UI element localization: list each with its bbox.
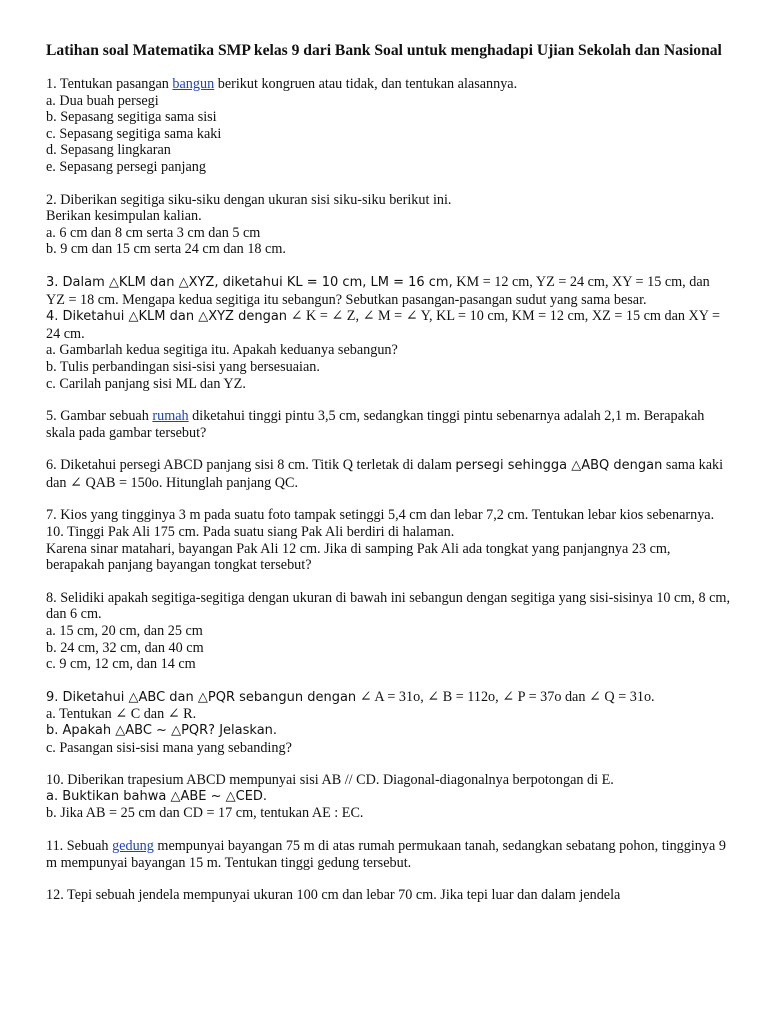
question-1-pre: 1. Tentukan pasangan xyxy=(46,76,173,92)
question-9 xyxy=(46,689,730,756)
question-4-option-a: a. Gambarlah kedua segitiga itu. Apakah keduanya sebangun? xyxy=(46,342,398,359)
question-2-instruction: Berikan kesimpulan kalian. xyxy=(46,208,202,225)
question-3-text xyxy=(46,274,730,308)
question-2-option-a: a. 6 cm dan 8 cm serta 3 cm dan 5 cm xyxy=(46,224,261,241)
question-6-post: sama kaki dan ∠ QAB = 150o. Hitunglah panjang QC. xyxy=(46,457,724,491)
question-10-pak-ali-cont: Karena sinar matahari, bayangan Pak Ali 12 cm. Jika di samping Pak Ali ada tongkat yang panjangnya 23 cm, berapakah panjang bayangan tongkat tersebut? xyxy=(46,540,671,574)
question-4-rest: ∠ K = ∠ Z, ∠ M = ∠ Y, KL = 10 cm, KM = 12 cm, XZ = 15 cm dan XY = 24 cm. xyxy=(46,308,721,342)
link-gedung[interactable]: gedung xyxy=(112,837,154,854)
question-8-text: 8. Selidiki apakah segitiga-segitiga dengan ukuran di bawah ini sebangun dengan segitiga yang sisi-sisinya 10 cm, 8 cm, dan 6 cm. xyxy=(46,589,730,623)
question-10-text: 10. Diberikan trapesium ABCD mempunyai sisi AB // CD. Diagonal-diagonalnya berpotongan di E. xyxy=(46,772,614,789)
question-11-pre: 11. Sebuah xyxy=(46,837,113,854)
question-8-option-a: a. 15 cm, 20 cm, dan 25 cm xyxy=(46,623,203,640)
question-4 xyxy=(46,308,730,392)
question-9-text xyxy=(46,689,730,707)
question-8 xyxy=(46,590,730,673)
question-2-option-b: b. 9 cm dan 15 cm serta 24 cm dan 18 cm. xyxy=(46,241,286,258)
question-1-option-a: a. Dua buah persegi xyxy=(46,92,159,109)
question-9-sans: 9. Diketahui △ABC dan △PQR sebangun dengan xyxy=(46,689,357,705)
question-4-sans: 4. Diketahui △KLM dan △XYZ dengan xyxy=(46,309,288,325)
question-6-sans: persegi sehingga △ABQ dengan xyxy=(455,458,663,474)
question-6-pre: 6. Diketahui persegi ABCD panjang sisi 8 cm. Titik Q terletak di dalam xyxy=(46,457,456,474)
question-5-post: diketahui tinggi pintu 3,5 cm, sedangkan tinggi pintu sebenarnya adalah 2,1 m. Berapakah skala pada gambar tersebut? xyxy=(46,408,705,441)
question-3-sans: 3. Dalam △KLM dan △XYZ, diketahui KL = 10 cm, LM = 16 cm, xyxy=(46,274,453,290)
question-1-option-e: e. Sepasang persegi panjang xyxy=(46,158,206,175)
question-10-option-a: a. Buktikan bahwa △ABE ~ △CED. xyxy=(46,788,268,804)
question-2 xyxy=(46,192,730,258)
question-7-text: 7. Kios yang tingginya 3 m pada suatu foto tampak setinggi 5,4 cm dan lebar 7,2 cm. Tentukan lebar kios sebenarnya. xyxy=(46,507,715,524)
question-5-text xyxy=(46,408,730,441)
question-10-pak-ali: 10. Tinggi Pak Ali 175 cm. Pada suatu siang Pak Ali berdiri di halaman. xyxy=(46,524,455,541)
question-11-post: mempunyai bayangan 75 m di atas rumah permukaan tanah, sedangkan sebatang pohon, tingginya 9 m mempunyai bayangan 15 m. Tentukan tinggi gedung tersebut. xyxy=(46,837,726,871)
link-bangun[interactable]: bangun xyxy=(172,76,215,92)
question-9-option-c: c. Pasangan sisi-sisi mana yang sebanding? xyxy=(46,739,292,756)
question-10-option-b: b. Jika AB = 25 cm dan CD = 17 cm, tentukan AE : EC. xyxy=(46,805,364,822)
question-8-option-c: c. 9 cm, 12 cm, dan 14 cm xyxy=(46,656,196,673)
question-4-option-b: b. Tulis perbandingan sisi-sisi yang bersesuaian. xyxy=(46,358,320,375)
link-rumah[interactable]: rumah xyxy=(152,408,189,425)
question-8-option-b: b. 24 cm, 32 cm, dan 40 cm xyxy=(46,639,204,656)
question-2-text: 2. Diberikan segitiga siku-siku dengan ukuran sisi siku-siku berikut ini. xyxy=(46,191,452,208)
question-1-text xyxy=(46,76,730,93)
question-9-option-b: b. Apakah △ABC ~ △PQR? Jelaskan. xyxy=(46,723,278,738)
question-9-option-a: a. Tentukan ∠ C dan ∠ R. xyxy=(46,706,197,723)
question-12 xyxy=(46,887,730,904)
question-3-rest: KM = 12 cm, YZ = 24 cm, XY = 15 cm, dan YZ = 18 cm. Mengapa kedua segitiga itu sebangun? Sebutkan pasangan-pasangan sudut yang sama besar. xyxy=(46,273,710,308)
question-1-post: berikut kongruen atau tidak, dan tentukan alasannya. xyxy=(214,76,518,92)
page-title: Latihan soal Matematika SMP kelas 9 dari Bank Soal untuk menghadapi Ujian Sekolah dan Nasional xyxy=(46,42,722,59)
question-1-option-c: c. Sepasang segitiga sama kaki xyxy=(46,125,222,142)
question-5 xyxy=(46,408,730,441)
question-1-option-b: b. Sepasang segitiga sama sisi xyxy=(46,109,217,126)
question-7 xyxy=(46,507,730,573)
question-3 xyxy=(46,274,730,308)
question-6 xyxy=(46,457,730,491)
question-1 xyxy=(46,76,730,176)
question-5-pre: 5. Gambar sebuah xyxy=(46,408,153,425)
question-1-option-d: d. Sepasang lingkaran xyxy=(46,142,171,159)
question-4-option-c: c. Carilah panjang sisi ML dan YZ. xyxy=(46,375,246,392)
question-12-text: 12. Tepi sebuah jendela mempunyai ukuran 100 cm dan lebar 70 cm. Jika tepi luar dan dalam jendela xyxy=(46,887,621,904)
question-10 xyxy=(46,772,730,822)
question-6-text xyxy=(46,457,730,491)
question-9-rest: ∠ A = 31o, ∠ B = 112o, ∠ P = 37o dan ∠ Q = 31o. xyxy=(356,688,655,705)
question-4-text xyxy=(46,308,730,342)
question-11-text xyxy=(46,838,730,871)
question-11 xyxy=(46,838,730,871)
